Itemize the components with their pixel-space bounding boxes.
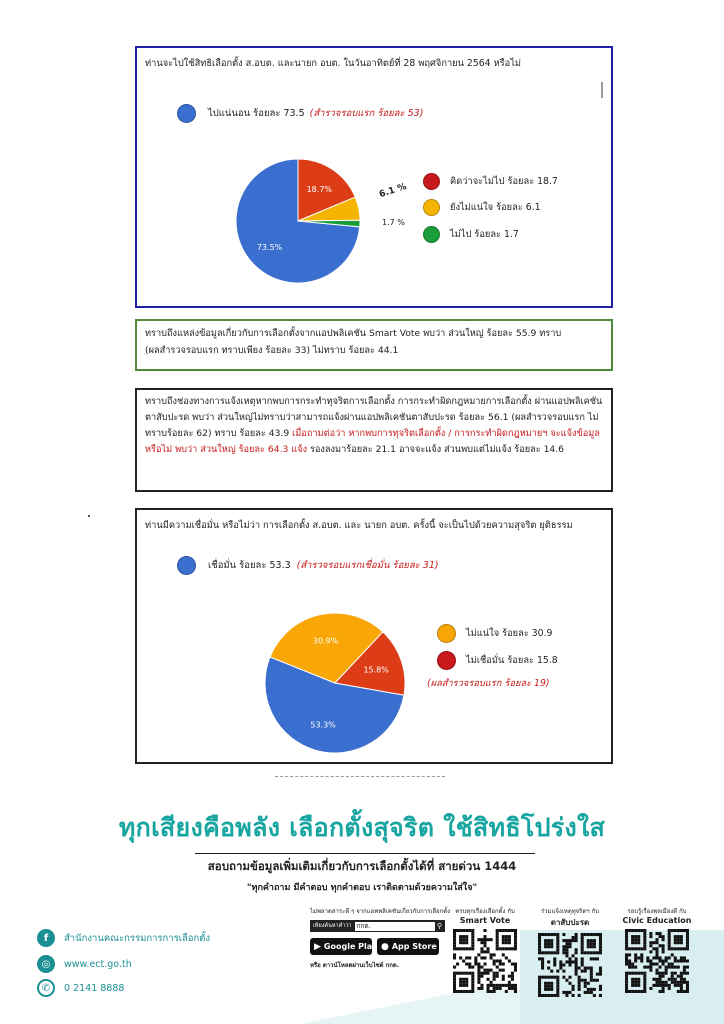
- legend-dot: [423, 226, 440, 243]
- q4-legend-item: [437, 624, 552, 643]
- question-2-box: [135, 319, 613, 371]
- question-3-box: [135, 388, 613, 492]
- google-play-button[interactable]: [310, 938, 378, 955]
- q1-legend-item: [423, 173, 558, 190]
- scroll-mark: [601, 82, 603, 98]
- pie-slice-label: 18.7%: [306, 185, 333, 195]
- legend-note: (สำรวจรอบแรก ร้อยละ 53): [309, 108, 424, 119]
- legend-dot: [423, 199, 440, 216]
- qr-code: [625, 929, 689, 993]
- qr-ta-sapparod[interactable]: [535, 906, 605, 1001]
- q4-legend-item: [437, 651, 558, 670]
- q1-legend-item: [423, 199, 541, 216]
- legend-label: เชื่อมั่น ร้อยละ 53.3: [208, 560, 291, 571]
- q3-text-1: ทราบถึงช่องทางการแจ้งเหตุหากพบการกระทำทุจริตการเลือกตั้ง การกระทำผิดกฎหมายการเลือกตั้ง ผ่านแอปพลิเคชันตาสับปะรด พบว่า ส่วนใหญ่ไม่ทราบว่าสามารถแจ้งผ่านแอปพลิเคชันตาสับปะรด ร้อยละ 56.1 (ผลสำรวจรอบแรก ไม่ทราบร้อยละ 62) ทราบ ร้อยละ 43.9: [145, 396, 603, 439]
- annotation-1-7: 1.7 %: [382, 218, 405, 227]
- app-download-block: [310, 906, 451, 970]
- legend-label: ไม่ไป ร้อยละ 1.7: [450, 229, 519, 240]
- pie-slice-label: 53.3%: [310, 720, 336, 730]
- q3-paragraph: [145, 394, 603, 458]
- pie-chart-q1: [223, 156, 373, 286]
- download-heading: ไม่พลาดสาระดี ๆ จากแอพพลิเคชันเกี่ยวกับการเลือกตั้ง: [310, 908, 451, 915]
- contact-phone[interactable]: [37, 979, 124, 997]
- q4-main-legend: [177, 556, 439, 575]
- question-4-box: [135, 508, 613, 764]
- question-1-title: ท่านจะไปใช้สิทธิเลือกตั้ง ส.อบต. และนายก อบต. ในวันอาทิตย์ที่ 28 พฤศจิกายน 2564 หรือไม่: [145, 58, 522, 69]
- qr-title: Smart Vote: [459, 916, 511, 925]
- q4-first-round-note: (ผลสำรวจรอบแรก ร้อยละ 19): [427, 678, 550, 689]
- dashed-separator: [275, 776, 445, 777]
- qr-caption: ครบทุกเรื่องเลือกตั้ง กับ: [455, 908, 515, 915]
- legend-label: คิดว่าจะไม่ไป ร้อยละ 18.7: [450, 176, 558, 187]
- legend-dot: [177, 556, 196, 575]
- phone-icon: ✆: [37, 979, 55, 997]
- pie-slice-label: 73.5%: [256, 242, 283, 252]
- legend-dot: [437, 651, 456, 670]
- qr-code: [453, 929, 517, 993]
- app-search-bar[interactable]: [310, 920, 445, 932]
- hotline-text: สอบถามข้อมูลเพิ่มเติมเกี่ยวกับการเลือกตั้งได้ที่ สายด่วน 1444: [207, 859, 517, 873]
- search-label: เพียงค้นหาคำว่า: [313, 923, 352, 929]
- legend-label: ไม่เชื่อมั่น ร้อยละ 15.8: [466, 655, 558, 666]
- legend-label: ไม่แน่ใจ ร้อยละ 30.9: [466, 628, 553, 639]
- contact-label: สำนักงานคณะกรรมการการเลือกตั้ง: [64, 932, 211, 944]
- q2-line-1: ทราบถึงแหล่งข้อมูลเกี่ยวกับการเลือกตั้งจากแอปพลิเคชัน Smart Vote พบว่า ส่วนใหญ่ ร้อยละ 55.9 ทราบ: [145, 328, 562, 339]
- pie-slice-label: 30.9%: [312, 636, 339, 646]
- question-4-title: ท่านมีความเชื่อมั่น หรือไม่ว่า การเลือกตั้ง ส.อบต. และ นายก อบต. ครั้งนี้ จะเป็นไปด้วยความสุจริต ยุติธรรม: [145, 520, 573, 531]
- motto-text: "ทุกคำถาม มีคำตอบ ทุกคำตอบ เราติดตามด้วยความใส่ใจ": [246, 883, 478, 893]
- store-label: Google Play: [323, 942, 378, 951]
- legend-note: (สำรวจรอบแรกเชื่อมั่น ร้อยละ 31): [296, 560, 439, 571]
- hotline-rule: [195, 853, 535, 854]
- facebook-icon: f: [37, 929, 55, 947]
- q3-text-2: รองลงมาร้อยละ 21.1 อาจจะแจ้ง ส่วนพบแต่ไม่แจ้ง ร้อยละ 14.6: [309, 444, 565, 455]
- question-1-box: [135, 46, 613, 308]
- contact-label: 0 2141 8888: [64, 982, 125, 994]
- annotation-6-1: 6.1 %: [378, 181, 408, 201]
- campaign-slogan: ทุกเสียงคือพลัง เลือกตั้งสุจริต ใช้สิทธิโปร่งใส: [118, 813, 606, 842]
- qr-caption: ร่วมแจ้งเหตุทุจริตฯ กับ: [540, 908, 600, 915]
- app-store-button[interactable]: [377, 938, 439, 955]
- q1-main-legend: [177, 104, 423, 123]
- apple-icon: ●: [381, 941, 389, 952]
- legend-dot: [437, 624, 456, 643]
- q3-text-highlight: เมื่อถามต่อว่า หากพบการทุจริตเลือกตั้ง / การกระทำผิดกฎหมายฯ จะแจ้งข้อมูล หรือไม่ พบว่า ส่วนใหญ่ ร้อยละ 64.3 แจ้ง: [145, 428, 600, 455]
- contact-website[interactable]: [37, 955, 132, 973]
- google-play-icon: ▶: [314, 941, 321, 952]
- q1-legend-item: [423, 226, 519, 243]
- store-label: App Store: [391, 942, 437, 951]
- contact-label: www.ect.go.th: [64, 958, 132, 970]
- download-footnote: หรือ ดาวน์โหลดผ่านเว็บไซต์ กกต.: [310, 962, 400, 969]
- legend-dot: [423, 173, 440, 190]
- legend-label: ยังไม่แน่ใจ ร้อยละ 6.1: [450, 202, 541, 213]
- qr-civic-education[interactable]: [622, 906, 692, 997]
- q2-line-2: (ผลสำรวจรอบแรก ทราบเพียง ร้อยละ 33) ไม่ทราบ ร้อยละ 44.1: [145, 345, 399, 356]
- search-icon: ⚲: [436, 922, 442, 930]
- qr-title: Civic Education: [622, 916, 692, 925]
- qr-code: [538, 933, 602, 997]
- pie-chart-q4: [255, 610, 415, 756]
- stray-dot: [88, 515, 90, 517]
- pie-slice-label: 15.8%: [363, 665, 389, 675]
- qr-smart-vote[interactable]: [450, 906, 520, 997]
- search-input[interactable]: กกต.: [355, 922, 435, 931]
- legend-dot: [177, 104, 196, 123]
- legend-label: ไปแน่นอน ร้อยละ 73.5: [208, 108, 305, 119]
- qr-caption: รอบรู้เรื่องพลเมืองดี กับ: [627, 908, 687, 915]
- globe-icon: ◎: [37, 955, 55, 973]
- contact-facebook[interactable]: [37, 929, 210, 947]
- qr-title: ตาสับปะรด: [550, 918, 590, 927]
